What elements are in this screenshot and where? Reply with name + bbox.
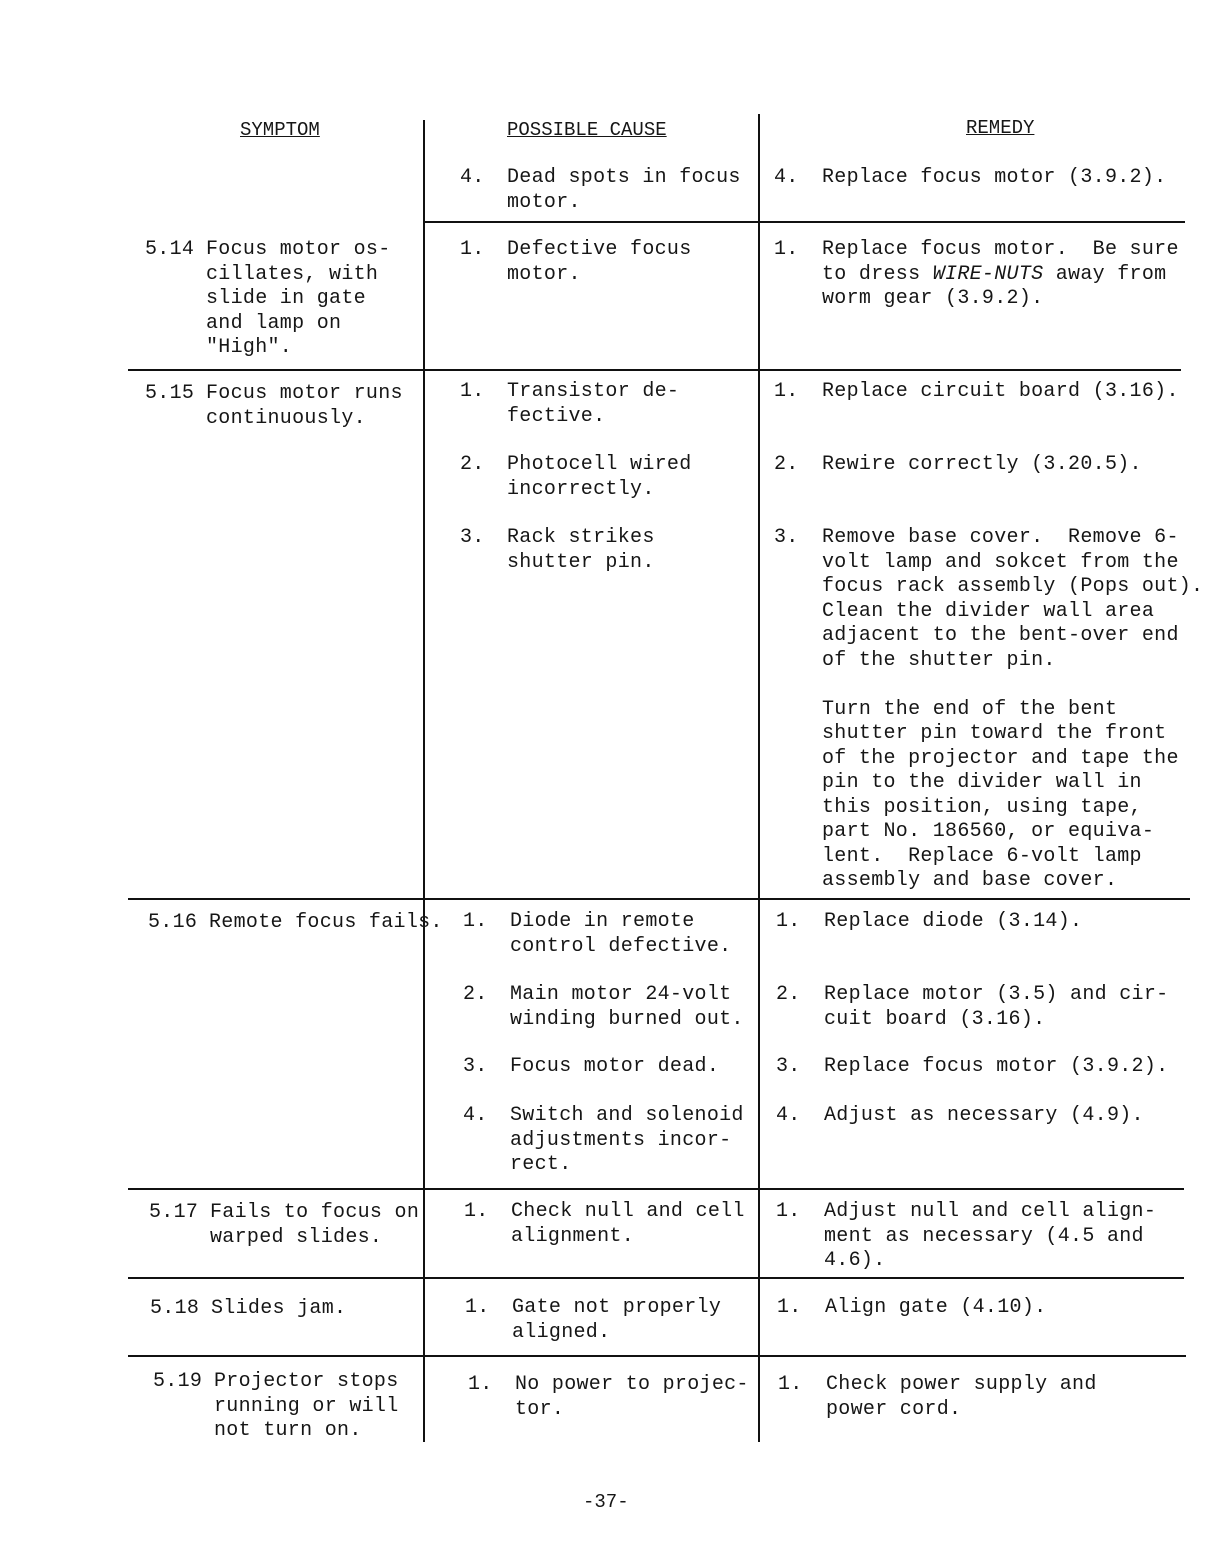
- row-divider: [128, 898, 1190, 900]
- cause-text: Check null and cell: [511, 1200, 745, 1223]
- symptom-text: Slides jam.: [211, 1297, 347, 1320]
- page-number: -37-: [583, 1491, 629, 1513]
- symptom-number: 5.19: [153, 1370, 203, 1393]
- cause-number: 4.: [463, 1104, 488, 1127]
- remedy-text: Replace motor (3.5) and cir-: [824, 983, 1169, 1006]
- cause-text: shutter pin.: [507, 550, 655, 574]
- symptom-number: 5.15: [145, 382, 195, 405]
- cause-text: No power to projec-: [515, 1373, 749, 1396]
- symptom-text: Fails to focus on: [210, 1201, 420, 1224]
- remedy-number: 4.: [776, 1104, 801, 1127]
- symptom-text: not turn on.: [214, 1419, 362, 1442]
- remedy-text: power cord.: [826, 1397, 962, 1421]
- symptom-text: slide in gate: [206, 287, 366, 310]
- symptom-text: running or will: [214, 1394, 399, 1418]
- cause-text: tor.: [515, 1397, 565, 1421]
- remedy-text: volt lamp and sokcet from the: [822, 550, 1179, 574]
- cause-text: Focus motor dead.: [510, 1055, 720, 1078]
- remedy-number: 4.: [774, 166, 799, 189]
- cause-number: 2.: [460, 453, 485, 476]
- remedy-text: Check power supply and: [826, 1373, 1097, 1396]
- row-divider: [128, 1355, 1186, 1357]
- remedy-text: Rewire correctly (3.20.5).: [822, 453, 1142, 476]
- remedy-text: 4.6).: [824, 1249, 886, 1272]
- remedy-text: assembly and base cover.: [822, 869, 1118, 892]
- remedy-text: this position, using tape,: [822, 795, 1142, 819]
- remedy-text: shutter pin toward the front: [822, 722, 1167, 745]
- column-divider-right: [758, 114, 760, 1442]
- cause-text: Rack strikes: [507, 526, 655, 549]
- symptom-text: cillates, with: [206, 262, 379, 286]
- remedy-text: Replace diode (3.14).: [824, 910, 1083, 933]
- cause-number: 1.: [460, 238, 485, 261]
- cause-text: winding burned out.: [510, 1007, 744, 1031]
- remedy-number: 1.: [774, 238, 799, 261]
- row-divider: [128, 1277, 1184, 1279]
- remedy-text: Replace focus motor. Be sure: [822, 238, 1179, 261]
- symptom-text: "High".: [206, 336, 293, 359]
- remedy-text: worm gear (3.9.2).: [822, 287, 1044, 310]
- remedy-text: lent. Replace 6-volt lamp: [822, 844, 1142, 868]
- cause-text: Main motor 24-volt: [510, 983, 732, 1006]
- remedy-number: 2.: [776, 983, 801, 1006]
- remedy-number: 2.: [774, 453, 799, 476]
- remedy-number: 3.: [774, 526, 799, 549]
- remedy-text: Adjust as necessary (4.9).: [824, 1104, 1144, 1127]
- remedy-text: focus rack assembly (Pops out).: [822, 575, 1204, 598]
- cause-number: 4.: [460, 166, 485, 189]
- header-remedy: REMEDY: [966, 117, 1035, 139]
- remedy-number: 3.: [776, 1055, 801, 1078]
- cause-number: 1.: [468, 1373, 493, 1396]
- remedy-text: part No. 186560, or equiva-: [822, 820, 1155, 843]
- cause-text: Dead spots in focus: [507, 166, 741, 189]
- remedy-text: Align gate (4.10).: [825, 1296, 1047, 1319]
- remedy-text: to dress WIRE-NUTS away from: [822, 262, 1167, 286]
- cause-number: 2.: [463, 983, 488, 1006]
- symptom-text: and lamp on: [206, 311, 342, 335]
- symptom-number: 5.16: [148, 911, 198, 934]
- cause-text: motor.: [507, 262, 581, 286]
- remedy-text: Replace focus motor (3.9.2).: [824, 1055, 1169, 1078]
- header-possible-cause: POSSIBLE CAUSE: [507, 119, 667, 141]
- symptom-text: continuously.: [206, 406, 366, 430]
- row-divider: [128, 369, 1181, 371]
- remedy-number: 1.: [777, 1296, 802, 1319]
- cause-text: Defective focus: [507, 238, 692, 261]
- remedy-number: 1.: [776, 1200, 801, 1223]
- cause-number: 1.: [460, 380, 485, 403]
- cause-text: Transistor de-: [507, 380, 680, 403]
- remedy-number: 1.: [778, 1373, 803, 1396]
- symptom-number: 5.17: [149, 1201, 199, 1224]
- remedy-text: adjacent to the bent-over end: [822, 624, 1179, 647]
- cause-text: adjustments incor-: [510, 1128, 732, 1152]
- remedy-text: cuit board (3.16).: [824, 1007, 1046, 1031]
- cause-text: Diode in remote: [510, 910, 695, 933]
- cause-text: Switch and solenoid: [510, 1104, 744, 1127]
- remedy-text: pin to the divider wall in: [822, 771, 1142, 794]
- remedy-text: of the projector and tape the: [822, 746, 1179, 770]
- symptom-text: Focus motor runs: [206, 382, 403, 405]
- cause-text: control defective.: [510, 934, 732, 958]
- symptom-number: 5.14: [145, 238, 195, 261]
- symptom-text: warped slides.: [210, 1225, 383, 1249]
- cause-text: Photocell wired: [507, 453, 692, 476]
- symptom-text: Focus motor os-: [206, 238, 391, 261]
- column-divider-left: [423, 120, 425, 1442]
- remedy-text: Remove base cover. Remove 6-: [822, 526, 1179, 549]
- cause-text: incorrectly.: [507, 477, 655, 501]
- cause-number: 3.: [460, 526, 485, 549]
- cause-text: Gate not properly: [512, 1296, 722, 1319]
- remedy-text: of the shutter pin.: [822, 648, 1056, 672]
- cause-number: 1.: [463, 910, 488, 933]
- cause-text: rect.: [510, 1153, 572, 1176]
- cause-text: motor.: [507, 190, 581, 214]
- remedy-text: Turn the end of the bent: [822, 697, 1118, 721]
- remedy-number: 1.: [774, 380, 799, 403]
- header-symptom: SYMPTOM: [240, 119, 320, 141]
- symptom-text: Projector stops: [214, 1370, 399, 1393]
- cause-number: 1.: [464, 1200, 489, 1223]
- cause-text: fective.: [507, 404, 606, 428]
- row-divider: [128, 1188, 1184, 1190]
- remedy-text: Adjust null and cell align-: [824, 1200, 1157, 1223]
- cause-text: alignment.: [511, 1224, 635, 1248]
- remedy-number: 1.: [776, 910, 801, 933]
- remedy-text: Clean the divider wall area: [822, 599, 1155, 623]
- cause-text: aligned.: [512, 1320, 611, 1344]
- symptom-number: 5.18: [150, 1297, 200, 1320]
- cause-number: 1.: [465, 1296, 490, 1319]
- row-divider: [423, 221, 1185, 223]
- symptom-text: Remote focus fails.: [209, 911, 443, 934]
- remedy-text: ment as necessary (4.5 and: [824, 1224, 1144, 1248]
- cause-number: 3.: [463, 1055, 488, 1078]
- remedy-text: Replace focus motor (3.9.2).: [822, 166, 1167, 189]
- remedy-text: Replace circuit board (3.16).: [822, 380, 1179, 403]
